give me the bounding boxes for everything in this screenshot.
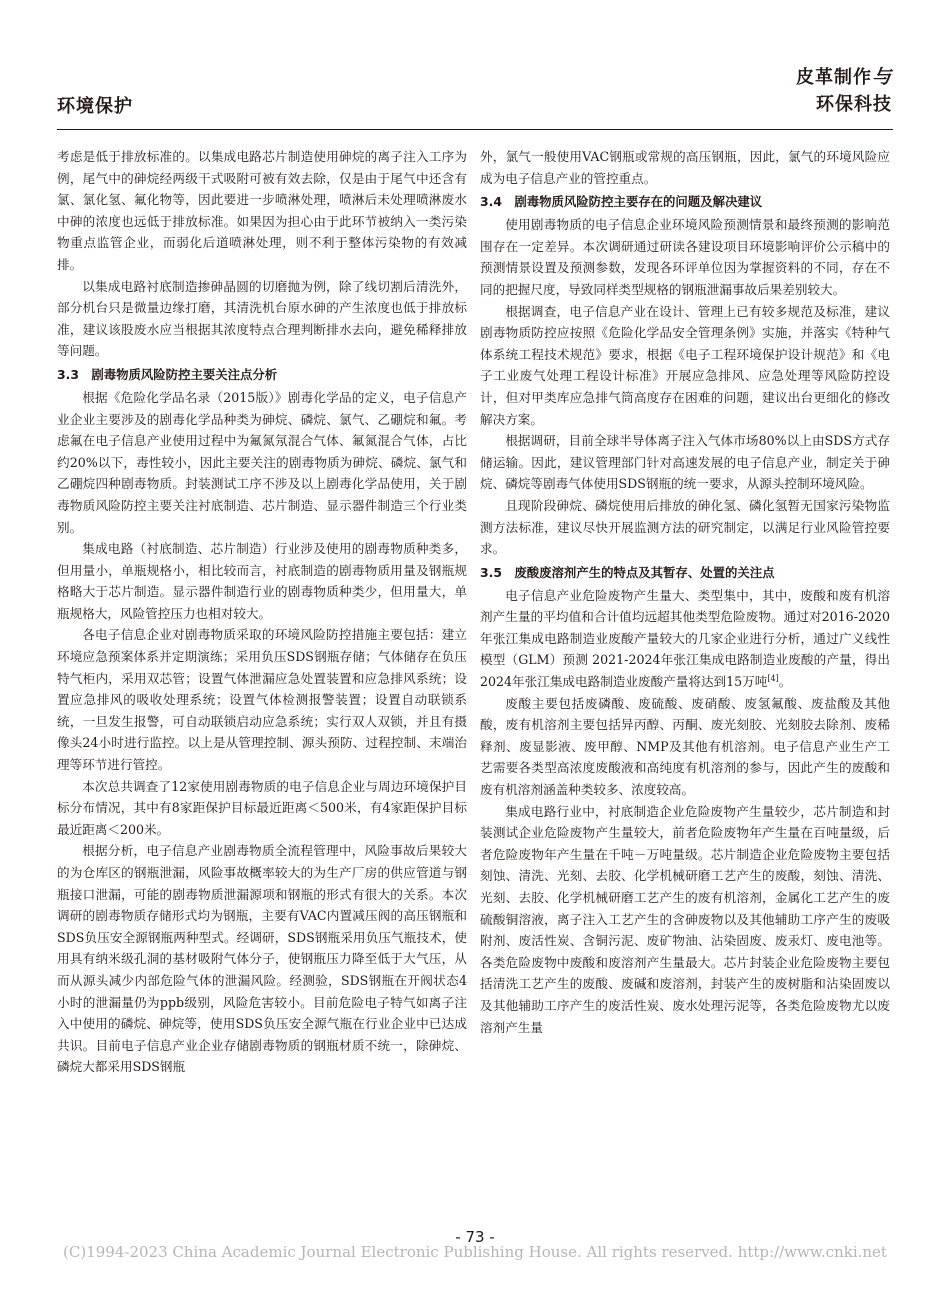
paragraph: 各电子信息企业对剧毒物质采取的环境风险防控措施主要包括：建立环境应急预案体系并定期演练；采用负压SDS钢瓶存储；气体储存在负压特气柜内，采用双芯管；设置气体泄漏应急处置装置和应急排风系统；设置应急排风的吸收处理系统；设置气体检测报警装置；设置自动联锁系统，一旦发生报警，可自动联锁启动应急系统；实行双人双锁，并且有摄像头24小时进行监控。以上是从管理控制、源头预防、过程控制、末端治理等环节进行管控。: [57, 627, 467, 773]
paragraph: 集成电路（衬底制造、芯片制造）行业涉及使用的剧毒物质种类多，但用量小，单瓶规格小，相比较而言，衬底制造的剧毒物质用量及钢瓶规格略大于芯片制造。显示器件制造行业的剧毒物质种类少，但用量大，单瓶规格大，风险管控压力也相对较大。: [57, 541, 467, 621]
paragraph: 考虑是低于排放标准的。以集成电路芯片制造使用砷烷的离子注入工序为例，尾气中的砷烷经两级干式吸附可被有效去除，仅是由于尾气中还含有氯、氯化氢、氟化物等，因此要进一步喷淋处理，喷淋后未处理喷淋废水中砷的浓度也远低于排放标准。如果因为担心由于此环节被纳入一类污染物重点监管企业，而弱化后道喷淋处理，则不利于整体污染物的有效减排。: [57, 149, 467, 272]
page-number: - 73 -: [455, 1228, 495, 1246]
paragraph: 本次总共调查了12家使用剧毒物质的电子信息企业与周边环境保护目标分布情况，其中有8家距保护目标最近距离＜500米，有4家距保护目标最近距离＜200米。: [57, 778, 467, 837]
paragraph: 根据分析，电子信息产业剧毒物质全流程管理中，风险事故后果较大的为仓库区的钢瓶泄漏，风险事故概率较大的为生产厂房的供应管道与钢瓶接口泄漏，可能的剧毒物质泄漏源项和钢瓶的形式有很大的关系。本次调研的剧毒物质存储形式均为钢瓶，主要有VAC内置减压阀的高压钢瓶和SDS负压安全源钢瓶两种型式。经调研，SDS钢瓶采用负压气瓶技术，使用具有纳米级孔洞的基材吸附气体分子，使钢瓶压力降至低于大气压，从而从源头减少内部危险气体的泄漏风险。经测验，SDS钢瓶在开阀状态4小时的泄漏量仍为ppb级别，风险危害较小。目前危险电子特气如离子注入中使用的磷烷、砷烷等，使用SDS负压安全源气瓶在行业企业中已达成共识。目前电子信息产业企业存储剧毒物质的钢瓶材质不统一，除砷烷、磷烷大都采用SDS钢瓶: [57, 843, 467, 1075]
paragraph: 且现阶段砷烷、磷烷使用后排放的砷化氢、磷化氢暂无国家污染物监测方法标准，建议尽快开展监测方法的研究制定，以满足行业风险管控要求。: [480, 497, 890, 557]
paragraph: 废酸主要包括废磷酸、废硫酸、废硝酸、废氢氟酸、废盐酸及其他酸，废有机溶剂主要包括异丙醇、丙酮、废光刻胶、光刻胶去除剂、废稀释剂、废显影液、废甲醇、NMP及其他有机溶剂。电子信息产业生产工艺需要各类型高浓度废酸液和高纯度有机溶剂的参与，因此产生的废酸和废有机溶剂涵盖种类较多、浓度较高。: [480, 695, 890, 798]
header-divider: [57, 129, 893, 130]
journal-logo-mark: 与: [871, 66, 892, 88]
paragraph: 外，氯气一般使用VAC钢瓶或常规的高压钢瓶，因此，氯气的环境风险应成为电子信息产业的管控重点。: [480, 149, 890, 186]
section-heading-3-5: 3.5 废酸废溶剂产生的特点及其暂存、处置的关注点: [480, 564, 775, 580]
paragraph-with-citation: [480, 585, 890, 693]
journal-name-line1: 皮革制作: [795, 67, 872, 88]
section-heading-3-3: 3.3 剧毒物质风险防控主要关注点分析: [57, 366, 278, 382]
citation-ref[interactable]: [4]: [767, 673, 779, 683]
paragraph: 根据《危险化学品名录（2015版）》剧毒化学品的定义，电子信息产业企业主要涉及的剧毒化学品种类为砷烷、磷烷、氯气、乙硼烷和氟。考虑氟在电子信息产业使用过程中为氟氮氖混合气体、氟氮混合气体，占比约20%以下，毒性较小，因此主要关注的剧毒物质为砷烷、磷烷、氯气和乙硼烷四种剧毒物质。封装测试工序不涉及以上剧毒化学品使用，关于剧毒物质风险防控主要关注衬底制造、芯片制造、显示器件制造三个行业类别。: [57, 389, 467, 535]
paragraph: 以集成电路衬底制造掺砷晶圆的切磨抛为例，除了线切割后清洗外，部分机台只是微量边缘打磨，其清洗机台原水砷的产生浓度也低于排放标准，建议该股废水应当根据其浓度特点合理判断排水去向，避免稀释排放等问题。: [57, 278, 467, 359]
paragraph: 根据调研，目前全球半导体离子注入气体市场80%以上由SDS方式存储运输。因此，建议管理部门针对高速发展的电子信息产业，制定关于砷烷、磷烷等剧毒气体使用SDS钢瓶的统一要求，从源头控制环境风险。: [480, 433, 890, 492]
paragraph: 根据调查，电子信息产业在设计、管理上已有较多规范及标准，建议剧毒物质防控应按照《危险化学品安全管理条例》实施，并落实《特种气体系统工程技术规范》要求，根据《电子工程环境保护设计规范》和《电子工业废气处理工程设计标准》开展应急排风、应急处理等风险防控设计，但对甲类库应急排气筒高度存在困难的问题，建议出台更细化的修改解决方案。: [480, 303, 890, 427]
journal-logo: [796, 64, 892, 118]
paragraph: 集成电路行业中，衬底制造企业危险废物产生量较少，芯片制造和封装测试企业危险废物产生量较大，前者危险废物年产生量在百吨量级，后者危险废物年产生量在千吨－万吨量级。芯片制造企业危险废物主要包括刻蚀、清洗、光刻、去胶、化学机械研磨工艺产生的废酸，刻蚀、清洗、光刻、去胶、化学机械研磨工艺产生的废有机溶剂，金属化工艺产生的废硫酸铜溶液，离子注入工艺产生的含砷废物以及其他辅助工序产生的废吸附剂、废活性炭、含铜污泥、废矿物油、沾染固废、废汞灯、废电池等。各类危险废物中废酸和废溶剂产生量最大。芯片封装企业危险废物主要包括清洗工艺产生的废酸、废碱和废溶剂，封装产生的废树脂和沾染固废以及其他辅助工序产生的废活性炭、废水处理污泥等，各类危险废物尤以废溶剂产生量: [480, 803, 890, 1035]
section-heading-3-4: 3.4 剧毒物质风险防控主要存在的问题及解决建议: [480, 194, 763, 210]
paragraph-text: 电子信息产业危险废物产生量大、类型集中，其中，废酸和废有机溶剂产生量的平均值和合计值均远超其他类型危险废物。通过对2016-2020年张江集成电路制造业废酸产量较大的几家企业进行分析，通过广义线性模型（GLM）预测 2021-2024年张江集成电路制造业废酸的产量，得出 2024年张江集成电路制造业废酸产量将达到15万吨: [480, 587, 890, 690]
journal-name-line2: 环保科技: [816, 94, 892, 115]
copyright-notice: (C)1994-2023 China Academic Journal Electronic Publishing House. All rights reserved. http://www.cnki.net: [63, 1243, 887, 1261]
section-title: 环境保护: [57, 96, 133, 117]
paragraph-end: 。: [778, 674, 792, 690]
left-column: [57, 146, 467, 1078]
right-column: [480, 146, 890, 1038]
paragraph: 使用剧毒物质的电子信息企业环境风险预测情景和最终预测的影响范围存在一定差异。本次调研通过研读各建设项目环境影响评价公示稿中的预测情景设置及预测参数，发现各环评单位因为掌握资料的不同，存在不同的把握尺度，导致同样类型规格的钢瓶泄漏事故后果差别较大。: [480, 217, 890, 297]
